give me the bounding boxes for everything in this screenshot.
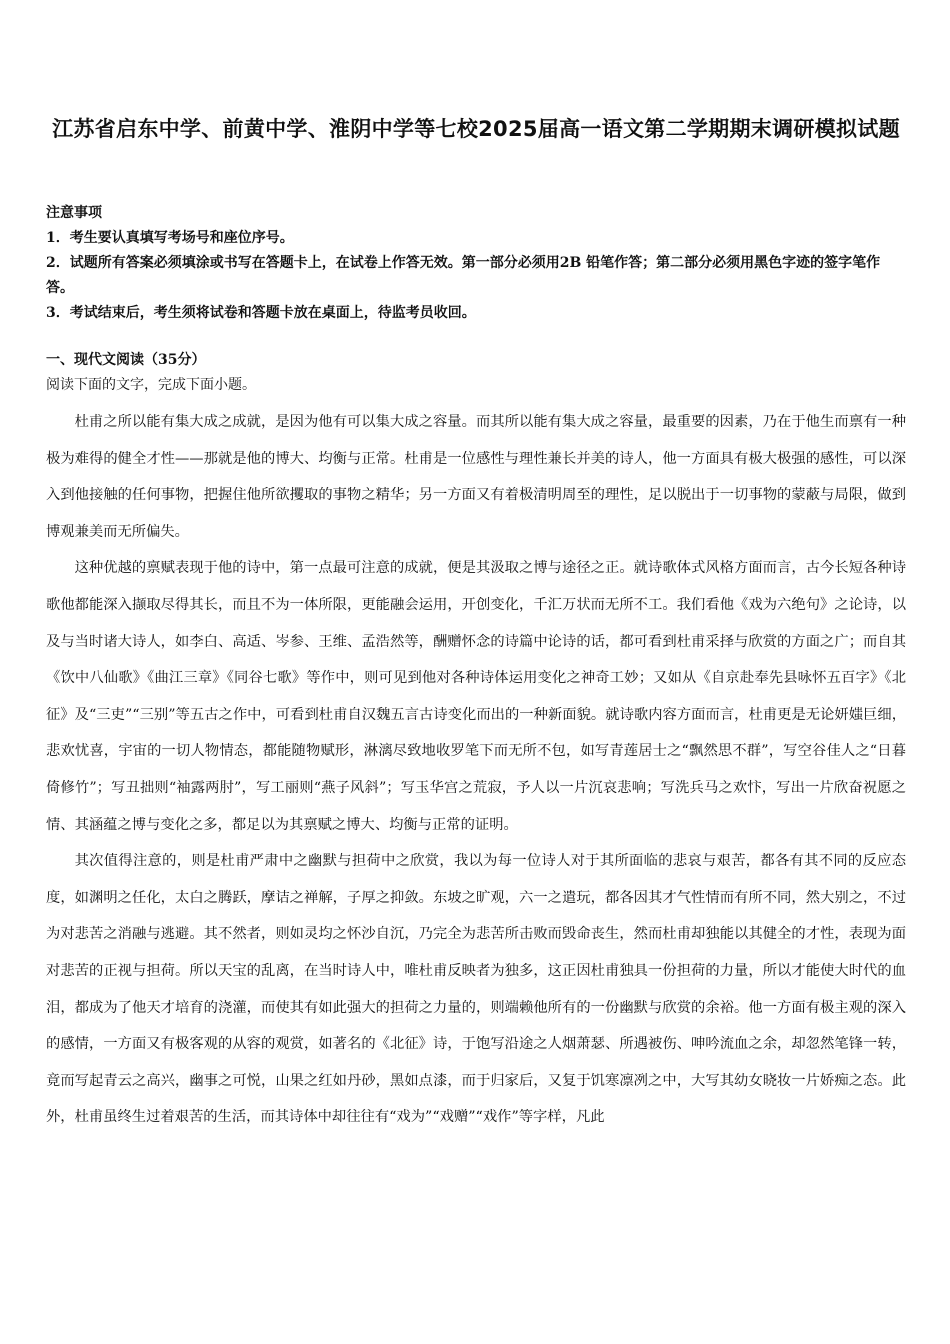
passage-paragraph-1: 杜甫之所以能有集大成之成就，是因为他有可以集大成之容量。而其所以能有集大成之容量，最重要的因素，乃在于他生而禀有一种极为难得的健全才性——那就是他的博大、均衡与正常。杜甫是一位感性与理性兼长并美的诗人，他一方面具有极大极强的感性，可以深入到他接触的任何事物，把握住他所欲攫取的事物之精华；另一方面又有着极清明周至的理性，足以脱出于一切事物的蒙蔽与局限，做到博观兼美而无所偏失。 (46, 414, 906, 540)
section-instruction: 阅读下面的文字，完成下面小题。 (46, 377, 256, 393)
notice-block (46, 201, 908, 326)
exam-title: 江苏省启东中学、前黄中学、淮阴中学等七校2025届高一语文第二学期期末调研模拟试题 (52, 117, 900, 141)
section-title: 一、现代文阅读（35分） (46, 352, 206, 368)
notice-heading: 注意事项 (46, 205, 102, 221)
notice-item-2: 2．试题所有答案必须填涂或书写在答题卡上，在试卷上作答无效。第一部分必须用2B 铅笔作答；第二部分必须用黑色字迹的签字笔作答。 (46, 255, 881, 296)
notice-item-3: 3．考试结束后，考生须将试卷和答题卡放在桌面上，待监考员收回。 (46, 305, 476, 321)
notice-item-1: 1．考生要认真填写考场号和座位序号。 (46, 230, 294, 246)
passage-paragraph-3: 其次值得注意的，则是杜甫严肃中之幽默与担荷中之欣赏，我以为每一位诗人对于其所面临的悲哀与艰苦，都各有其不同的反应态度，如渊明之任化，太白之腾跃，摩诘之禅解，子厚之抑敛。东坡之旷观，六一之遣玩，都各因其才气性情而有所不同，然大别之，不过为对悲苦之消融与逃避。其不然者，则如灵均之怀沙自沉，乃完全为悲苦所击败而毁命丧生，然而杜甫却独能以其健全的才性，表现为面对悲苦的正视与担荷。所以天宝的乱离，在当时诗人中，唯杜甫反映者为独多，这正因杜甫独具一份担荷的力量，所以才能使大时代的血泪，都成为了他天才培育的浇灌，而使其有如此强大的担荷之力量的，则端赖他所有的一份幽默与欣赏的余裕。他一方面有极主观的深入的感情，一方面又有极客观的从容的观赏，如著名的《北征》诗，于饱写沿途之人烟萧瑟、所遇被伤、呻吟流血之余，却忽然笔锋一转，竟而写起青云之高兴，幽事之可悦，山果之红如丹砂，黑如点漆，而于归家后，又复于饥寒凛冽之中，大写其幼女晓妆一片娇痴之态。此外，杜甫虽终生过着艰苦的生活，而其诗体中却往往有“戏为”“戏赠”“戏作”等字样，凡此 (46, 853, 906, 1126)
passage-paragraph-2: 这种优越的禀赋表现于他的诗中，第一点最可注意的成就，便是其汲取之博与途径之正。就诗歌体式风格方面而言，古今长短各种诗歌他都能深入撷取尽得其长，而且不为一体所限，更能融会运用，开创变化，千汇万状而无所不工。我们看他《戏为六绝句》之论诗，以及与当时诸大诗人，如李白、高适、岑参、王维、孟浩然等，酬赠怀念的诗篇中论诗的话，都可看到杜甫采择与欣赏的方面之广；而自其《饮中八仙歌》《曲江三章》《同谷七歌》等作中，则可见到他对各种诗体运用变化之神奇工妙；又如从《自京赴奉先县咏怀五百字》《北征》及“三吏”“三别”等五古之作中，可看到杜甫自汉魏五言古诗变化而出的一种新面貌。就诗歌内容方面而言，杜甫更是无论妍媸巨细，悲欢忧喜，宇宙的一切人物情态，都能随物赋形，淋漓尽致地收罗笔下而无所不包，如写青莲居士之“飘然思不群”，写空谷佳人之“日暮倚修竹”；写丑拙则“袖露两肘”，写工丽则“燕子风斜”；写玉华宫之荒寂，予人以一片沉哀悲响；写洗兵马之欢忭，写出一片欣奋祝愿之情、其涵蕴之博与变化之多，都足以为其禀赋之博大、均衡与正常的证明。 (46, 560, 906, 833)
reading-passage (46, 404, 906, 1136)
